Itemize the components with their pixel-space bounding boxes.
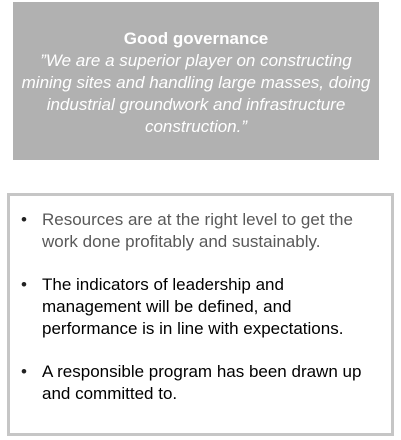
governance-header-box [13,2,379,160]
bullet-content-box [7,193,394,436]
list-item [18,361,386,405]
bullet-text: Resources are at the right level to get the work done profitably and sustainably. [42,210,353,251]
bullet-point: • [21,275,27,294]
list-item [18,274,386,340]
bullet-point: • [21,362,27,381]
bullet-text: The indicators of leadership and management will be defined, and performance is in line with expectations. [42,275,344,338]
bullet-list [18,209,386,426]
bullet-text: A responsible program has been drawn up and committed to. [42,362,362,403]
list-item [18,209,386,253]
header-title: Good governance [123,29,269,48]
header-quote: ”We are a superior player on constructing mining sites and handling large masses, doing industrial groundwork and infrastructure construction.” [21,51,371,136]
bullet-point: • [21,210,27,229]
